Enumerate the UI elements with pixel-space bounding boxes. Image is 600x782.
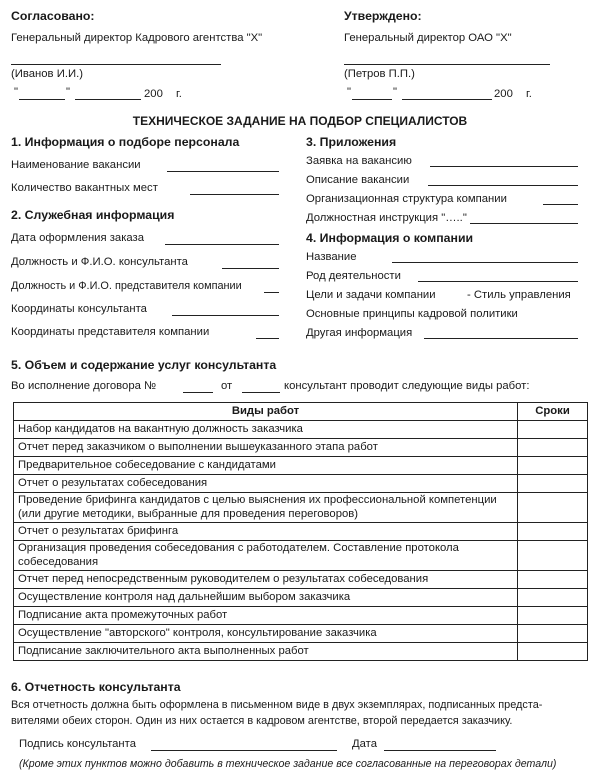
vacancy-description-label: Описание вакансии <box>306 174 410 186</box>
left-date-quote-open: " <box>14 86 19 98</box>
left-date-month-field[interactable] <box>75 99 141 100</box>
work-item: Осуществление "авторского" контроля, консультирование заказчика <box>14 625 518 643</box>
company-rep-contacts-label: Координаты представителя компании <box>11 326 210 338</box>
right-date-quote-close: " <box>393 86 398 98</box>
business-type-field[interactable] <box>418 281 578 282</box>
left-date-year: 200 <box>144 88 163 100</box>
signature-date-field[interactable] <box>384 750 496 751</box>
contract-number-field[interactable] <box>183 392 213 393</box>
consultant-name-label: Должность и Ф.И.О. консультанта <box>11 256 188 268</box>
table-row <box>14 493 588 523</box>
table-row <box>14 625 588 643</box>
right-date-year: 200 <box>494 88 513 100</box>
section-3-title: 3. Приложения <box>306 135 397 149</box>
terms-column-header: Сроки <box>518 403 588 421</box>
company-goals-label: Цели и задачи компании <box>306 289 436 301</box>
left-date-quote-close: " <box>66 86 71 98</box>
company-name-field[interactable] <box>392 262 578 263</box>
right-signature-line[interactable] <box>344 64 550 65</box>
term-cell[interactable] <box>518 625 588 643</box>
section-6-title: 6. Отчетность консультанта <box>11 680 181 694</box>
business-type-label: Род деятельности <box>306 270 401 282</box>
work-item: Отчет о результатах брифинга <box>14 523 518 541</box>
consultant-contacts-label: Координаты консультанта <box>11 303 147 315</box>
contract-intro-c: консультант проводит следующие виды работ: <box>284 380 530 392</box>
left-date-day-field[interactable] <box>19 99 65 100</box>
term-cell[interactable] <box>518 571 588 589</box>
left-header-name: (Иванов И.И.) <box>11 68 83 80</box>
works-table-header <box>14 403 588 421</box>
table-row <box>14 475 588 493</box>
work-item: Проведение брифинга кандидатов с целью выяснения их профессиональной компетенции (или другие методики, выбранные для проведения переговоров) <box>14 493 518 523</box>
hr-policy-label: Основные принципы кадровой политики <box>306 308 518 320</box>
term-cell[interactable] <box>518 541 588 571</box>
table-row <box>14 439 588 457</box>
term-cell[interactable] <box>518 643 588 661</box>
contract-date-field[interactable] <box>242 392 280 393</box>
document-title: ТЕХНИЧЕСКОЕ ЗАДАНИЕ НА ПОДБОР СПЕЦИАЛИСТОВ <box>132 114 468 128</box>
work-item: Подписание заключительного акта выполненных работ <box>14 643 518 661</box>
table-row <box>14 607 588 625</box>
other-info-field[interactable] <box>424 338 578 339</box>
consultant-signature-field[interactable] <box>151 750 337 751</box>
vacancy-name-field[interactable] <box>167 171 279 172</box>
consultant-signature-label: Подпись консультанта <box>19 738 136 750</box>
other-info-label: Другая информация <box>306 327 413 339</box>
term-cell[interactable] <box>518 439 588 457</box>
org-structure-label: Организационная структура компании <box>306 193 507 205</box>
right-header-name: (Петров П.П.) <box>344 68 415 80</box>
footnote: (Кроме этих пунктов можно добавить в техническое задание все согласованные на переговорах детали) <box>19 758 557 770</box>
term-cell[interactable] <box>518 475 588 493</box>
table-row <box>14 571 588 589</box>
table-row <box>14 643 588 661</box>
job-description-field[interactable] <box>470 223 578 224</box>
company-rep-name-label: Должность и Ф.И.О. представителя компании <box>11 280 242 292</box>
vacancy-request-field[interactable] <box>430 166 578 167</box>
term-cell[interactable] <box>518 523 588 541</box>
contract-intro-a: Во исполнение договора № <box>11 380 157 392</box>
left-date-year-suffix: г. <box>176 88 182 100</box>
company-name-label: Название <box>306 251 357 263</box>
work-item: Осуществление контроля над дальнейшим выбором заказчика <box>14 589 518 607</box>
left-header-position: Генеральный директор Кадрового агентства "Х" <box>11 32 263 44</box>
job-description-label: Должностная инструкция "….." <box>306 212 467 224</box>
works-table <box>13 402 588 661</box>
reporting-text-line-2: вителями обеих сторон. Один из них остается в кадровом агентстве, второй передается заказчику. <box>11 715 513 727</box>
right-header-title: Утверждено: <box>344 9 422 23</box>
contract-intro-b: от <box>221 380 233 392</box>
works-column-header: Виды работ <box>14 403 518 421</box>
table-row <box>14 541 588 571</box>
work-item: Отчет перед непосредственным руководителем о результатах собеседования <box>14 571 518 589</box>
table-row <box>14 523 588 541</box>
term-cell[interactable] <box>518 421 588 439</box>
management-style-label: - Стиль управления <box>467 289 571 301</box>
work-item: Предварительное собеседование с кандидатами <box>14 457 518 475</box>
signature-date-label: Дата <box>352 738 378 750</box>
work-item: Набор кандидатов на вакантную должность заказчика <box>14 421 518 439</box>
term-cell[interactable] <box>518 493 588 523</box>
left-signature-line[interactable] <box>11 64 221 65</box>
vacancy-count-field[interactable] <box>190 194 279 195</box>
table-row <box>14 589 588 607</box>
order-date-field[interactable] <box>165 244 279 245</box>
section-1-title: 1. Информация о подборе персонала <box>11 135 240 149</box>
section-2-title: 2. Служебная информация <box>11 208 175 222</box>
company-rep-name-field[interactable] <box>264 292 279 293</box>
vacancy-name-label: Наименование вакансии <box>11 159 141 171</box>
right-date-month-field[interactable] <box>402 99 492 100</box>
right-date-quote-open: " <box>347 86 352 98</box>
section-5-title: 5. Объем и содержание услуг консультанта <box>11 358 277 372</box>
vacancy-count-label: Количество вакантных мест <box>11 182 158 194</box>
reporting-text-line-1: Вся отчетность должна быть оформлена в письменном виде в двух экземплярах, подписанных предста- <box>11 699 543 711</box>
consultant-name-field[interactable] <box>222 268 279 269</box>
vacancy-request-label: Заявка на вакансию <box>306 155 412 167</box>
right-date-year-suffix: г. <box>526 88 532 100</box>
section-4-title: 4. Информация о компании <box>306 231 474 245</box>
table-row <box>14 457 588 475</box>
vacancy-description-field[interactable] <box>428 185 578 186</box>
consultant-contacts-field[interactable] <box>172 315 279 316</box>
work-item: Подписание акта промежуточных работ <box>14 607 518 625</box>
order-date-label: Дата оформления заказа <box>11 232 145 244</box>
term-cell[interactable] <box>518 607 588 625</box>
work-item: Организация проведения собеседования с работодателем. Составление протокола собеседования <box>14 541 518 571</box>
org-structure-field[interactable] <box>543 204 578 205</box>
company-rep-contacts-field[interactable] <box>256 338 279 339</box>
right-date-day-field[interactable] <box>352 99 392 100</box>
table-row <box>14 421 588 439</box>
term-cell[interactable] <box>518 589 588 607</box>
work-item: Отчет о результатах собеседования <box>14 475 518 493</box>
work-item: Отчет перед заказчиком о выполнении вышеуказанного этапа работ <box>14 439 518 457</box>
term-cell[interactable] <box>518 457 588 475</box>
right-header-position: Генеральный директор ОАО "Х" <box>344 32 512 44</box>
left-header-title: Согласовано: <box>11 9 95 23</box>
